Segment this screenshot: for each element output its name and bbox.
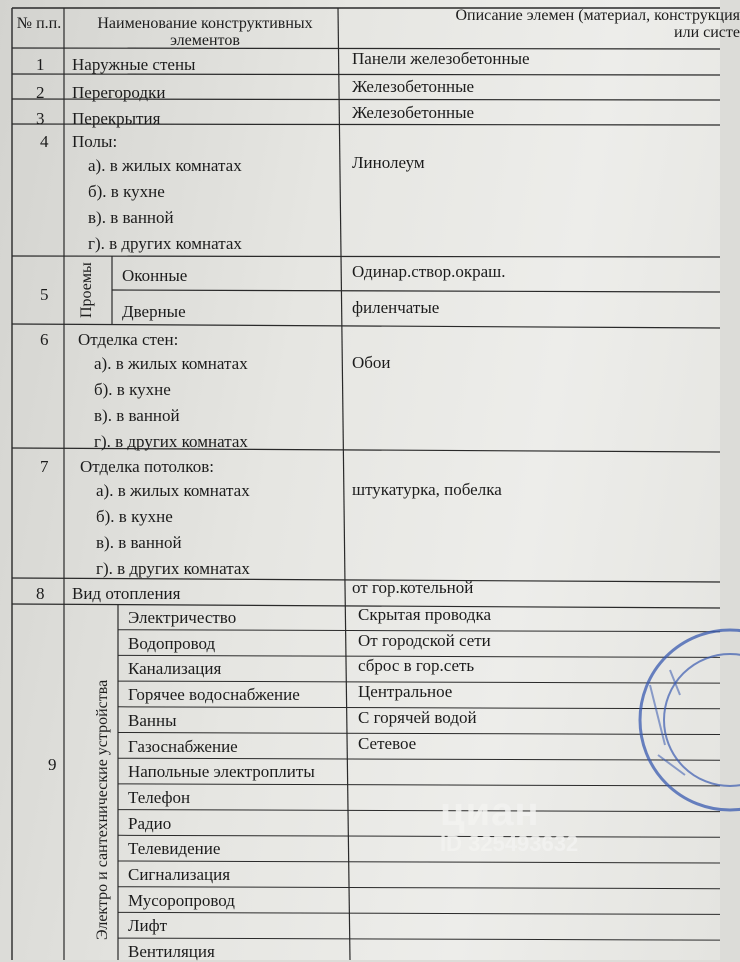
element-description: Одинар.створ.окраш.: [352, 262, 506, 281]
sub-item: б). в кухне: [94, 380, 171, 399]
element-description: от гор.котельной: [352, 578, 474, 597]
element-name: Сигнализация: [128, 865, 231, 884]
element-name: Лифт: [128, 916, 168, 936]
header-name: [80, 15, 330, 49]
element-name: Вентиляция: [128, 942, 215, 962]
watermark-logo: циан: [440, 790, 540, 834]
row-number: 4: [40, 132, 49, 151]
sub-item: б). в кухне: [88, 182, 165, 201]
row-number: 7: [40, 457, 49, 476]
watermark: [440, 790, 578, 857]
element-name: Канализация: [128, 659, 222, 679]
sub-item: г). в других комнатах: [94, 432, 248, 451]
grid-line: [118, 861, 720, 863]
element-name: Наружные стены: [72, 55, 196, 74]
sub-item: г). в других комнатах: [88, 234, 242, 253]
element-description: Скрытая проводка: [358, 605, 491, 624]
header-description: [440, 7, 740, 41]
element-description: С горячей водой: [358, 707, 477, 727]
stamp-seal: [610, 625, 730, 815]
row-number: 8: [36, 584, 45, 603]
element-name: Электричество: [128, 608, 237, 627]
element-name: Горячее водоснабжение: [128, 685, 300, 705]
header-number: [14, 15, 64, 32]
element-name: Ванны: [128, 710, 177, 730]
element-name: Оконные: [122, 266, 188, 285]
element-description: Обои: [352, 353, 391, 372]
element-name: Вид отопления: [72, 584, 181, 603]
element-name: Дверные: [122, 302, 186, 321]
sub-item: г). в других комнатах: [96, 559, 250, 578]
element-name: Полы:: [72, 132, 118, 151]
element-name: Газоснабжение: [128, 736, 238, 756]
group-label-utilities: Электро и сантехнические устройства: [94, 679, 111, 940]
element-name: Отделка стен:: [78, 330, 179, 349]
element-description: От городской сети: [358, 630, 491, 650]
element-name: Отделка потолков:: [80, 457, 214, 476]
grid-line: [118, 835, 720, 837]
element-name: Радио: [128, 813, 172, 833]
sub-item: б). в кухне: [96, 507, 173, 526]
element-description: Железобетонные: [352, 77, 475, 96]
grid-line: [12, 324, 720, 328]
element-description: Железобетонные: [352, 103, 475, 122]
grid-line: [118, 912, 720, 914]
element-name: Перегородки: [72, 83, 166, 102]
row-number: 3: [36, 109, 45, 128]
element-description: Сетевое: [358, 733, 417, 753]
group-label-openings: Проемы: [78, 262, 95, 318]
grid-line: [345, 585, 350, 960]
element-description: штукатурка, побелка: [352, 480, 502, 499]
row-number: 9: [48, 755, 57, 774]
row-number: 6: [40, 330, 49, 349]
element-description: Линолеум: [352, 153, 425, 172]
grid-line: [112, 290, 720, 292]
grid-line: [338, 8, 345, 585]
watermark-id: ID 325493632: [440, 831, 579, 856]
element-name: Мусоропровод: [128, 890, 235, 910]
sub-item: а). в жилых комнатах: [88, 156, 242, 175]
sub-item: в). в ванной: [88, 208, 174, 227]
sub-item: а). в жилых комнатах: [94, 354, 248, 373]
sub-item: в). в ванной: [94, 406, 180, 425]
element-name: Перекрытия: [72, 109, 161, 128]
header-description-text: Описание элемен (материал, конструкция или систе: [455, 7, 740, 41]
header-name-text: Наименование конструктивных элементов: [97, 15, 313, 49]
sub-item: а). в жилых комнатах: [96, 481, 250, 500]
row-number: 1: [36, 55, 45, 74]
grid-line: [118, 938, 720, 940]
element-name: Телевидение: [128, 839, 221, 859]
element-description: Центральное: [358, 682, 453, 702]
element-description: сброс в гор.сеть: [358, 656, 475, 676]
element-name: Телефон: [128, 787, 191, 807]
grid-line: [118, 887, 720, 889]
grid-line: [12, 256, 720, 257]
header-number-text: № п.п.: [16, 15, 62, 32]
element-description: Панели железобетонные: [352, 49, 530, 68]
row-number: 5: [40, 285, 49, 304]
row-number: 2: [36, 83, 45, 102]
sub-item: в). в ванной: [96, 533, 182, 552]
element-name: Водопровод: [128, 633, 216, 653]
element-description: филенчатые: [352, 298, 440, 317]
element-name: Напольные электроплиты: [128, 762, 315, 782]
